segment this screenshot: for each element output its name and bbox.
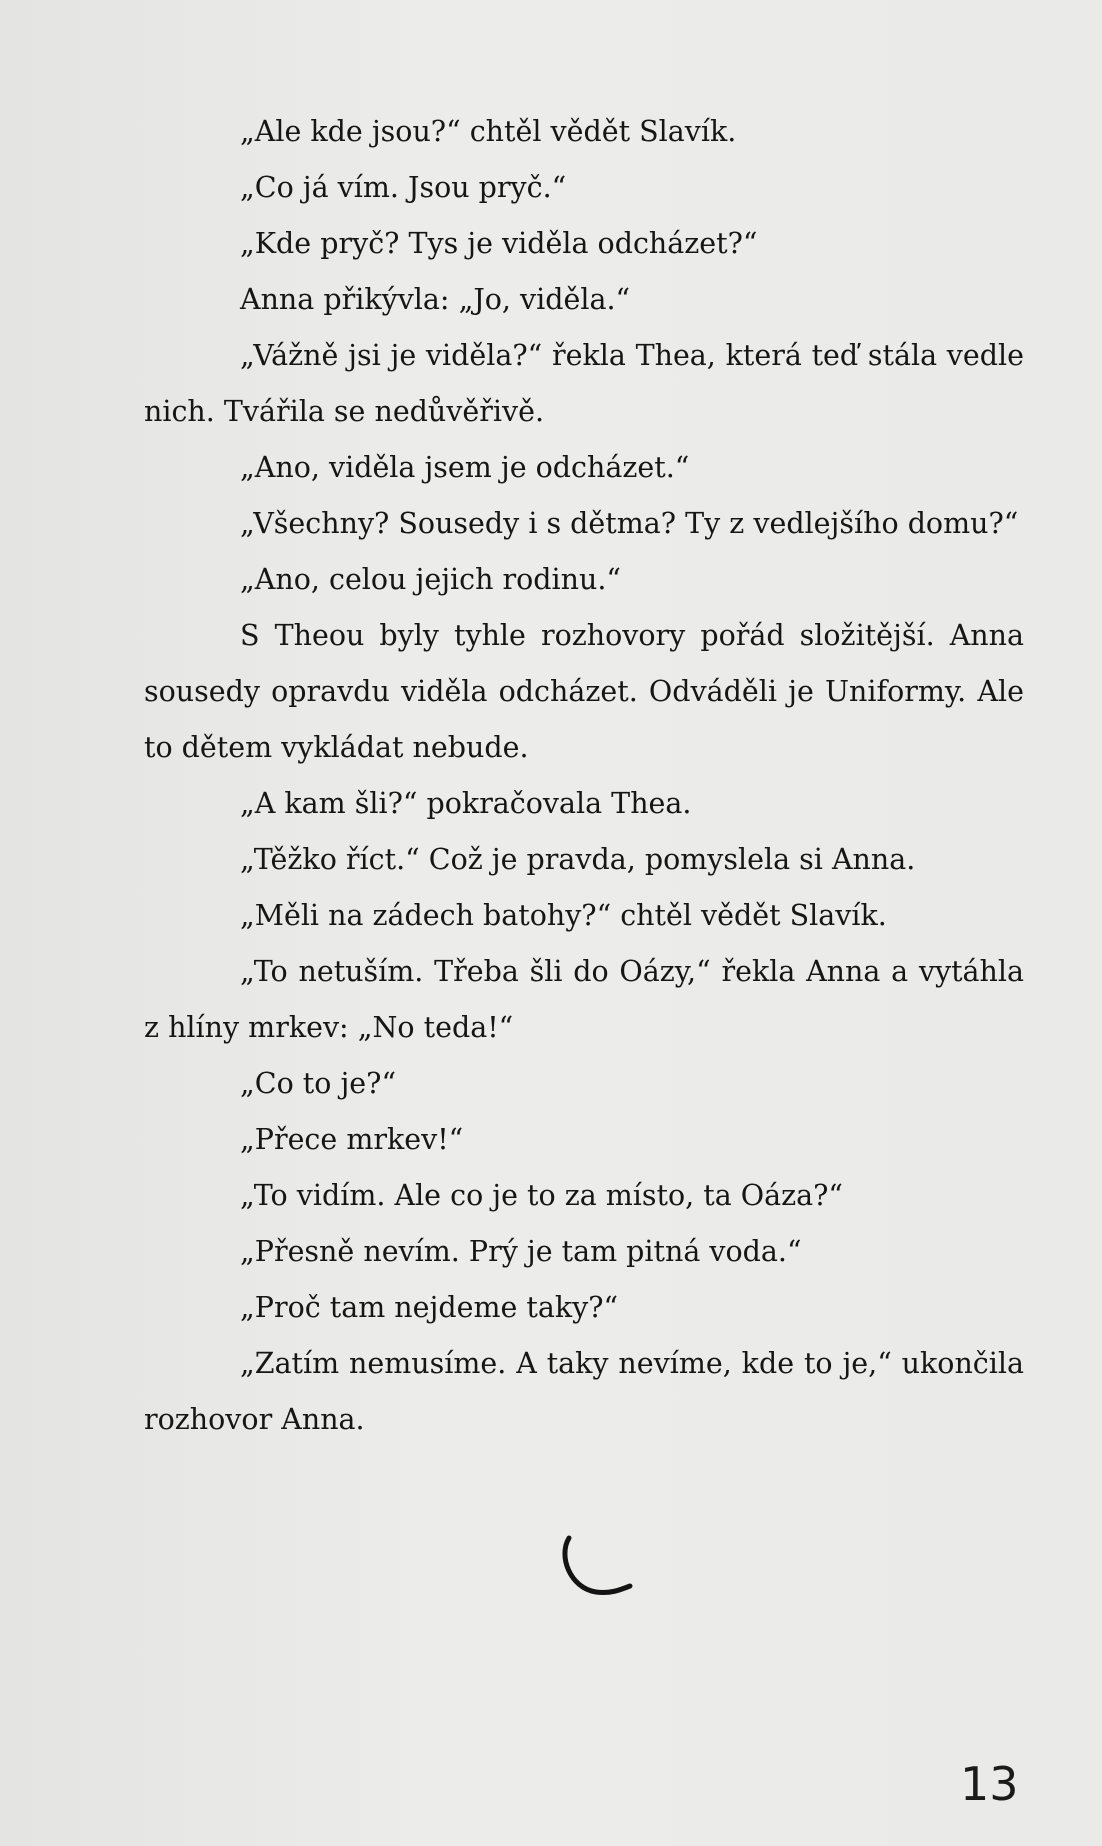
text-body bbox=[144, 104, 1024, 1448]
curved-stroke-ornament-icon bbox=[556, 1530, 636, 1600]
paragraph: S Theou byly tyhle rozhovory pořád složitější. Anna sousedy opravdu viděla odcházet. Odváděli je Uniformy. Ale to dětem vykládat nebude. bbox=[144, 619, 1024, 764]
paragraph: „Měli na zádech batohy?“ chtěl vědět Slavík. bbox=[240, 899, 887, 932]
paragraph: „Všechny? Sousedy i s dětma? Ty z vedlejšího domu?“ bbox=[240, 507, 1019, 540]
paragraph: „Přesně nevím. Prý je tam pitná voda.“ bbox=[240, 1235, 802, 1268]
paragraph: „Těžko říct.“ Což je pravda, pomyslela si Anna. bbox=[240, 843, 916, 876]
paragraph: „To netuším. Třeba šli do Oázy,“ řekla Anna a vytáhla z hlíny mrkev: „No teda!“ bbox=[144, 955, 1024, 1044]
paragraph: „Co já vím. Jsou pryč.“ bbox=[240, 171, 567, 204]
paragraph: „Ale kde jsou?“ chtěl vědět Slavík. bbox=[240, 115, 737, 148]
paragraph: „A kam šli?“ pokračovala Thea. bbox=[240, 787, 692, 820]
paragraph: „Přece mrkev!“ bbox=[240, 1123, 464, 1156]
paragraph: „Zatím nemusíme. A taky nevíme, kde to je,“ ukončila rozhovor Anna. bbox=[144, 1347, 1024, 1436]
paragraph: „Vážně jsi je viděla?“ řekla Thea, která teď stála vedle nich. Tvářila se nedůvěřivě. bbox=[144, 339, 1024, 428]
page-number: 13 bbox=[960, 1757, 1019, 1811]
paragraph: „To vidím. Ale co je to za místo, ta Oáza?“ bbox=[240, 1179, 843, 1212]
paragraph: „Co to je?“ bbox=[240, 1067, 397, 1100]
paragraph: „Kde pryč? Tys je viděla odcházet?“ bbox=[240, 227, 758, 260]
paragraph: „Ano, celou jejich rodinu.“ bbox=[240, 563, 622, 596]
paragraph: „Proč tam nejdeme taky?“ bbox=[240, 1291, 619, 1324]
paragraph: „Ano, viděla jsem je odcházet.“ bbox=[240, 451, 690, 484]
paragraph: Anna přikývla: „Jo, viděla.“ bbox=[240, 283, 631, 316]
